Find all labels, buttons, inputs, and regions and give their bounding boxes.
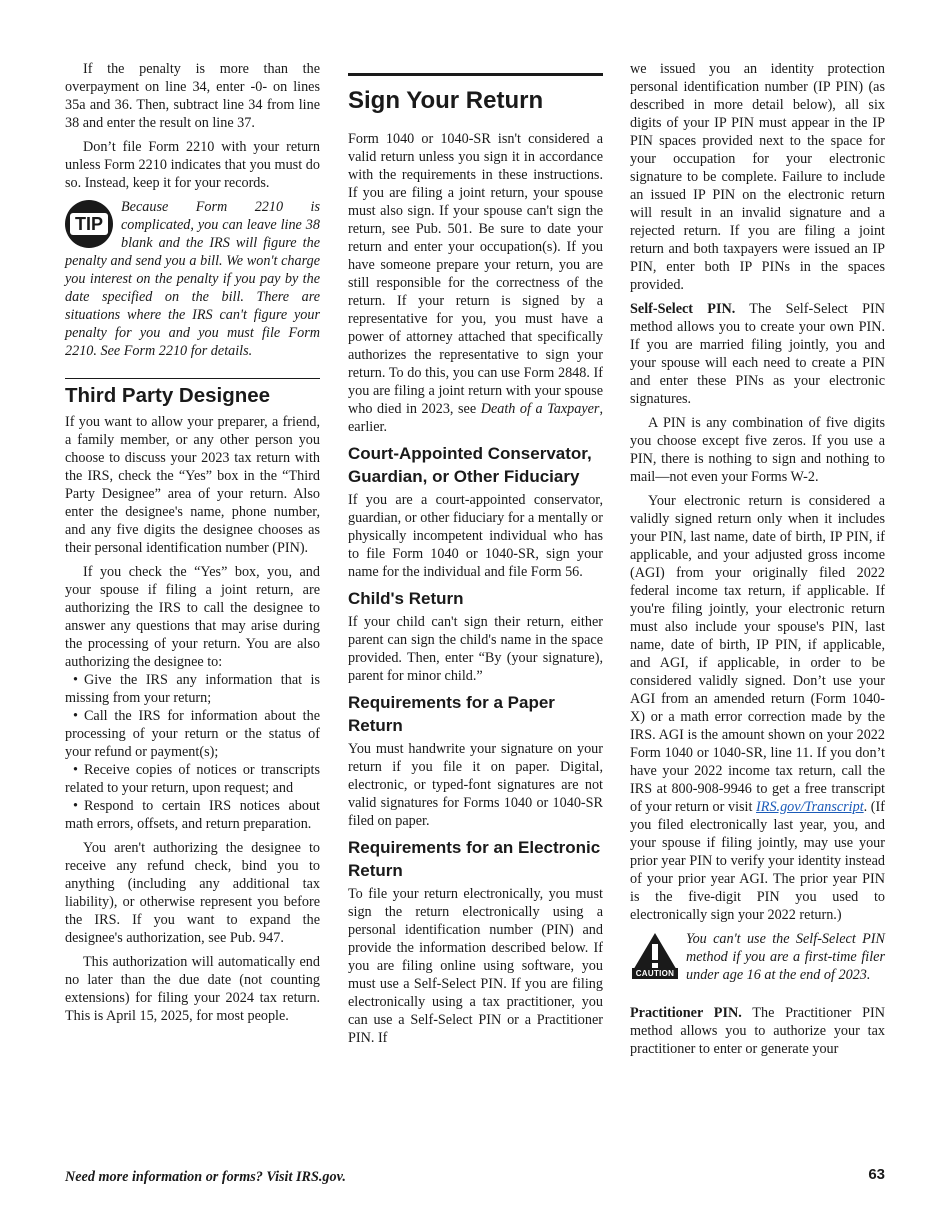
caution-text: You can't use the Self-Select PIN method if you are a first-time filer under age 16 at the end of 2023. (686, 931, 885, 983)
bullet-item: • Give the IRS any information that is missing from your return; (65, 671, 320, 707)
paragraph: Your electronic return is considered a validly signed return only when it includes your PIN, last name, date of birth, IP PIN, if applicable, and your adjusted gross income (AGI) from your originally filed 2022 federal income tax return, if applicable. If you're filing jointly, your electronic return must also include your spouse's PIN, last name, date of birth, IP PIN, if applicable, and AGI, if applicable, in order to be considered validly signed. Don’t use your AGI from an amended return (Form 1040-X) or a math error correction made by the IRS. AGI is the amount shown on your 2022 Form 1040 or 1040-SR, line 11. If you don’t have your 2022 income tax return, call the IRS at 800-908-9946 to get a free transcript of your return or visit IRS.gov/Transcript. (If you filed electronically last year, you, and your spouse if filing jointly, may use your prior year PIN to verify your identity instead of your prior year AGI. The prior year PIN is the five-digit PIN you used to electronically sign your 2022 return.) (630, 493, 885, 923)
page-number: 63 (868, 1166, 885, 1183)
caution-icon (630, 932, 680, 980)
irs-transcript-link[interactable]: IRS.gov/Transcript (756, 799, 864, 815)
paragraph: If your child can't sign their return, either parent can sign the child's name in the space provided. Then, enter “By (your signature), parent for minor child.” (348, 614, 603, 684)
paragraph: If the penalty is more than the overpayment on line 34, enter -0- on lines 35a and 36. Then, subtract line 34 from line 38 and enter the result on line 37. (65, 61, 320, 131)
bullet-item: • Respond to certain IRS notices about math errors, offsets, and return preparation. (65, 797, 320, 833)
paragraph: Form 1040 or 1040-SR isn't considered a valid return unless you sign it in accordance with the requirements in these instructions. If you are filing a joint return, your spouse must also sign. If your spouse can't sign the return, see Pub. 501. Be sure to date your return and enter your occupation(s). If you have someone prepare your return, you are still responsible for the correctness of the return. If your return is signed by a representative for you, you must have a power of attorney attached that specifically authorizes the representative to sign your return. To do this, you can use Form 2848. If you are filing a joint return with your spouse who died in 2023, see Death of a Taxpayer, earlier. (348, 131, 603, 435)
cross-reference: Death of a Taxpayer (480, 401, 600, 417)
section-heading-third-party-designee: Third Party Designee (65, 378, 320, 409)
paragraph: A PIN is any combination of five digits you choose except five zeros. If you use a PIN, there is nothing to sign and nothing to mail—not even your Forms W-2. (630, 415, 885, 485)
run-in-heading-self-select-pin: Self-Select PIN. (630, 301, 736, 317)
subheading-childs-return: Child's Return (348, 589, 464, 608)
tip-box (65, 198, 320, 366)
paragraph: To file your return electronically, you must sign the return electronically using a personal identification number (PIN) and provide the information described below. If you are filing online using software, you must use a Self-Select PIN. If you are filing electronically using a tax practitioner, you can use a Self-Select PIN or a Practitioner PIN. If (348, 886, 603, 1046)
paragraph: If you check the “Yes” box, you, and your spouse if filing a joint return, are authorizing the IRS to call the designee to answer any questions that may arise during the processing of your return. You are also authorizing the designee to: (65, 564, 320, 670)
tip-icon (65, 200, 113, 248)
paragraph: Don’t file Form 2210 with your return unless Form 2210 indicates that you must do so. Instead, keep it for your records. (65, 139, 320, 191)
paragraph: If you want to allow your preparer, a friend, a family member, or any other person you choose to discuss your 2023 tax return with the IRS, check the “Yes” box in the “Third Party Designee” area of your return. Also enter the designee's name, phone number, and any five digits the designee chooses as their personal identification number (PIN). (65, 414, 320, 556)
paragraph: Self-Select PIN. The Self-Select PIN method allows you to create your own PIN. If you are married filing jointly, you and your spouse will each need to create a PIN and enter these PINs as your electronic signatures. (630, 301, 885, 407)
footer-text: Need more information or forms? Visit IRS.gov. (65, 1169, 346, 1185)
bullet-item: • Call the IRS for information about the processing of your return or the status of your refund or payment(s); (65, 707, 320, 761)
paragraph: Practitioner PIN. The Practitioner PIN method allows you to authorize your tax practitioner to enter or generate your (630, 1005, 885, 1057)
paragraph: This authorization will automatically end no later than the due date (not counting extensions) for filing your 2024 tax return. This is April 15, 2025, for most people. (65, 954, 320, 1024)
tip-text: Because Form 2210 is complicated, you can leave line 38 blank and the IRS will figure the penalty and send you a bill. We won't charge you interest on the penalty if you pay by the date specified on the bill. There are situations where the IRS can't figure your penalty for you and you must file Form 2210. See Form 2210 for details. (65, 199, 320, 359)
caution-box (630, 930, 885, 990)
column-3 (630, 60, 885, 1064)
tip-label: TIP (70, 213, 108, 235)
column-2 (348, 73, 603, 1053)
run-in-heading-practitioner-pin: Practitioner PIN. (630, 1005, 742, 1021)
bullet-item: • Receive copies of notices or transcripts related to your return, upon request; and (65, 761, 320, 797)
column-1 (65, 60, 320, 1031)
paragraph: we issued you an identity protection personal identification number (IP PIN) (as described in more detail below), all six digits of your IP PIN must appear in the IP PIN spaces provided next to the space for your occupation for your electronic signature to be complete. Failure to include an issued IP PIN on the electronic return will result in an invalid signature and a rejected return. If you are filing a joint return and both taxpayers were issued an IP PIN, enter both IP PINs in the spaces provided. (630, 61, 885, 293)
caution-label: CAUTION (632, 968, 678, 979)
subheading-paper-return: Requirements for a Paper Return (348, 693, 555, 735)
subheading-electronic-return: Requirements for an Electronic Return (348, 838, 601, 880)
paragraph: If you are a court-appointed conservator, guardian, or other fiduciary for a mentally or physically incompetent individual who has to file Form 1040 or 1040-SR, sign your name for the individual and file Form 56. (348, 492, 603, 580)
subheading-court-appointed: Court-Appointed Conservator, Guardian, or Other Fiduciary (348, 444, 592, 486)
paragraph: You aren't authorizing the designee to receive any refund check, bind you to anything (including any additional tax liability), or otherwise represent you before the IRS. If you want to expand the designee's authorization, see Pub. 947. (65, 840, 320, 946)
paragraph: You must handwrite your signature on your return if you file it on paper. Digital, electronic, or typed-font signatures are not valid signatures for Forms 1040 or 1040-SR filed on paper. (348, 741, 603, 829)
section-heading-sign-your-return: Sign Your Return (348, 73, 603, 116)
